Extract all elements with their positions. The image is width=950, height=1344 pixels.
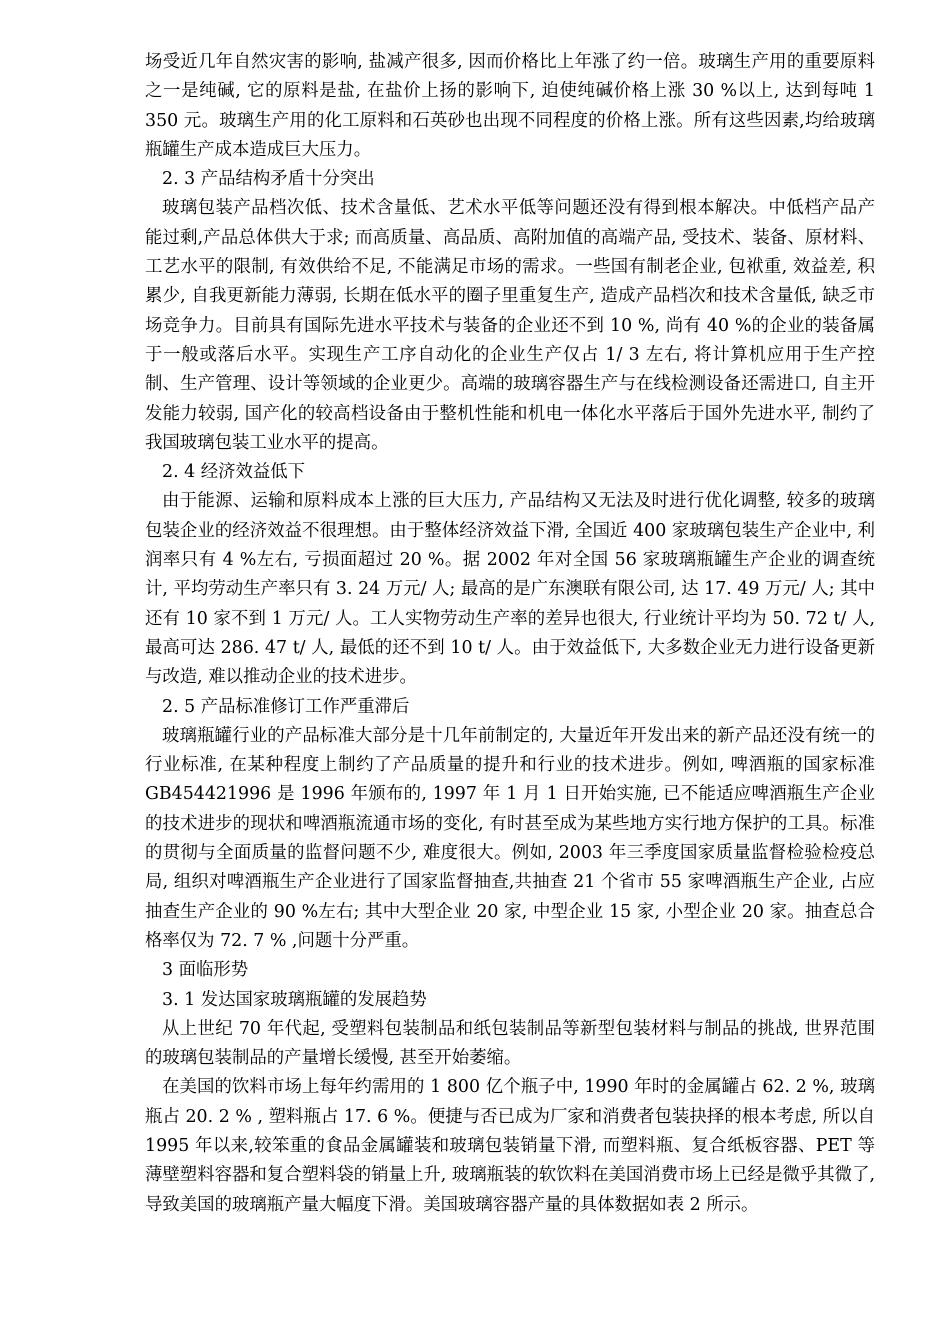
- paragraph-3-1-b: 在美国的饮料市场上每年约需用的 1 800 亿个瓶子中, 1990 年时的金属罐占 62. 2 %, 玻璃瓶占 20. 2 % , 塑料瓶占 17. 6 %。便捷与否已成为厂家和消费者包装抉择的根本考虑, 所以自 1995 年以来,较笨重的食品金属罐装和玻璃包装销量下滑, 而塑料瓶、复合纸板容器、PET 等薄壁塑料容器和复合塑料袋的销量上升, 玻璃瓶装的软饮料在美国消费市场上已经是微乎其微了, 导致美国的玻璃瓶产量大幅度下滑。美国玻璃容器产量的具体数据如表 2 所示。: [145, 1077, 875, 1215]
- section-heading-2-5: 2. 5 产品标准修订工作严重滞后: [162, 696, 410, 717]
- section-heading-2-4: 2. 4 经济效益低下: [162, 462, 306, 483]
- document-page: [145, 48, 875, 1220]
- section-heading-3-1: 3. 1 发达国家玻璃瓶罐的发展趋势: [162, 989, 427, 1010]
- paragraph-3-1-a: 从上世纪 70 年代起, 受塑料包装制品和纸包装制品等新型包装材料与制品的挑战, 世界范围的玻璃包装制品的产量增长缓慢, 甚至开始萎缩。: [145, 1018, 875, 1069]
- section-heading-2-3: 2. 3 产品结构矛盾十分突出: [162, 169, 375, 190]
- paragraph-2-3: 玻璃包装产品档次低、技术含量低、艺术水平低等问题还没有得到根本解决。中低档产品产能过剩,产品总体供大于求; 而高质量、高品质、高附加值的高端产品, 受技术、装备、原材料、工艺水平的限制, 有效供给不足, 不能满足市场的需求。一些国有制老企业, 包袱重, 效益差, 积累少, 自我更新能力薄弱, 长期在低水平的圈子里重复生产, 造成产品档次和技术含量低, 缺乏市场竞争力。目前具有国际先进水平技术与装备的企业还不到 10 %, 尚有 40 %的企业的装备属于一般或落后水平。实现生产工序自动化的企业生产仅占 1/ 3 左右, 将计算机应用于生产控制、生产管理、设计等领域的企业更少。高端的玻璃容器生产与在线检测设备还需进口, 自主开发能力较弱, 国产化的较高档设备由于整机性能和机电一体化水平落后于国外先进水平, 制约了我国玻璃包装工业水平的提高。: [145, 198, 875, 453]
- paragraph-intro: 场受近几年自然灾害的影响, 盐减产很多, 因而价格比上年涨了约一倍。玻璃生产用的重要原料之一是纯碱, 它的原料是盐, 在盐价上扬的影响下, 迫使纯碱价格上涨 30 %以上, 达到每吨 1 350 元。玻璃生产用的化工原料和石英砂也出现不同程度的价格上涨。所有这些因素,均给玻璃瓶罐生产成本造成巨大压力。: [145, 52, 875, 160]
- paragraph-2-4: 由于能源、运输和原料成本上涨的巨大压力, 产品结构又无法及时进行优化调整, 较多的玻璃包装企业的经济效益不很理想。由于整体经济效益下滑, 全国近 400 家玻璃包装生产企业中, 利润率只有 4 %左右, 亏损面超过 20 %。据 2002 年对全国 56 家玻璃瓶罐生产企业的调查统计, 平均劳动生产率只有 3. 24 万元/ 人; 最高的是广东澳联有限公司, 达 17. 49 万元/ 人; 其中还有 10 家不到 1 万元/ 人。工人实物劳动生产率的差异也很大, 行业统计平均为 50. 72 t/ 人,最高可达 286. 47 t/ 人, 最低的还不到 10 t/ 人。由于效益低下, 大多数企业无力进行设备更新与改造, 难以推动企业的技术进步。: [145, 491, 875, 688]
- paragraph-2-5: 玻璃瓶罐行业的产品标准大部分是十几年前制定的, 大量近年开发出来的新产品还没有统一的行业标准, 在某种程度上制约了产品质量的提升和行业的技术进步。例如, 啤酒瓶的国家标准 GB454421996 是 1996 年颁布的, 1997 年 1 月 1 日开始实施, 已不能适应啤酒瓶生产企业的技术进步的现状和啤酒瓶流通市场的变化, 有时甚至成为某些地方实行地方保护的工具。标准的贯彻与全面质量的监督问题不少, 难度很大。例如, 2003 年三季度国家质量监督检验检疫总局, 组织对啤酒瓶生产企业进行了国家监督抽查,共抽查 21 个省市 55 家啤酒瓶生产企业, 占应抽查生产企业的 90 %左右; 其中大型企业 20 家, 中型企业 15 家, 小型企业 20 家。抽查总合格率仅为 72. 7 % ,问题十分严重。: [145, 725, 875, 951]
- section-heading-3: 3 面临形势: [162, 960, 249, 981]
